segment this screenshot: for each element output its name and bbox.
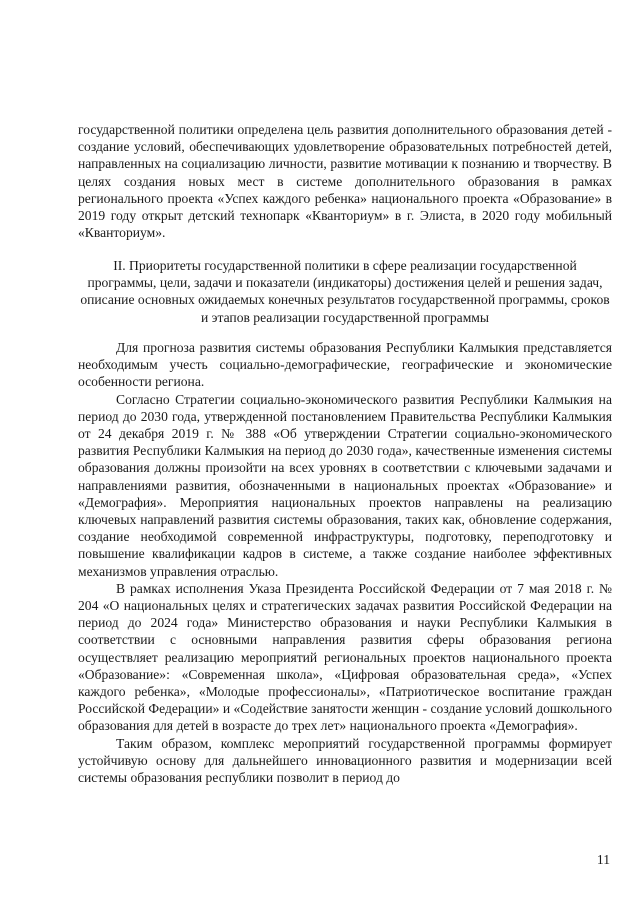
- intro-block: [78, 121, 612, 241]
- paragraph-strategy: Согласно Стратегии социально-экономического развития Республики Калмыкия на период до 2030 года, утвержденной постановлением Правительства Республики Калмыкия от 24 декабря 2019 г. № 388 «Об утверждении Стратегии социально-экономического развития Республики Калмыкия на период до 2030 года», качественные изменения системы образования должны произойти на всех уровнях в соответствии с ключевыми задачами и направлениями развития, обозначенными в национальных проектах «Образование» и «Демография». Мероприятия национальных проектов направлены на реализацию ключевых направлений развития системы образования, таких как, обновление содержания, создание необходимой современной инфраструктуры, подготовку, переподготовку и повышение квалификации кадров в системе, а также создание наиболее эффективных механизмов управления отраслью.: [78, 391, 612, 579]
- intro-paragraph: государственной политики определена цель развития дополнительного образования детей - создание условий, обеспечивающих удовлетворение образовательных потребностей детей, направленных на социализацию личности, развитие мотивации к познанию и творчеству. В целях создания новых мест в системе дополнительного образования в рамках регионального проекта «Успех каждого ребенка» национального проекта «Образование» в 2019 году открыт детский технопарк «Кванториум» в г. Элиста, в 2020 году мобильный «Кванториум».: [78, 122, 612, 241]
- body-block: [78, 339, 612, 786]
- page-number: 11: [596, 852, 610, 867]
- paragraph-forecast: Для прогноза развития системы образования Республики Калмыкия представляется необходимым учесть социально-демографические, географические и экономические особенности региона.: [78, 340, 612, 390]
- paragraph-conclusion: Таким образом, комплекс мероприятий государственной программы формирует устойчивую основу для дальнейшего инновационного развития и модернизации всей системы образования республики позволит в период до: [78, 735, 612, 786]
- paragraph-decree: В рамках исполнения Указа Президента Российской Федерации от 7 мая 2018 г. № 204 «О национальных целях и стратегических задачах развития Российской Федерации на период до 2024 года» Министерство образования и науки Республики Калмыкия в соответствии с основными направления развития сферы образования региона осуществляет реализацию мероприятий региональных проектов национального проекта «Образование»: «Современная школа», «Цифровая образовательная среда», «Успех каждого ребенка», «Молодые профессионалы», «Патриотическое воспитание граждан Российской Федерации» и «Содействие занятости женщин - создание условий дошкольного образования для детей в возрасте до трех лет» национального проекта «Демография».: [78, 580, 612, 734]
- section-heading: II. Приоритеты государственной политики в сфере реализации государственной программы, цели, задачи и показатели (индикаторы) достижения целей и решения задач, описание основных ожидаемых конечных результатов государственной программы, сроков и этапов реализации государственной программы: [80, 258, 610, 325]
